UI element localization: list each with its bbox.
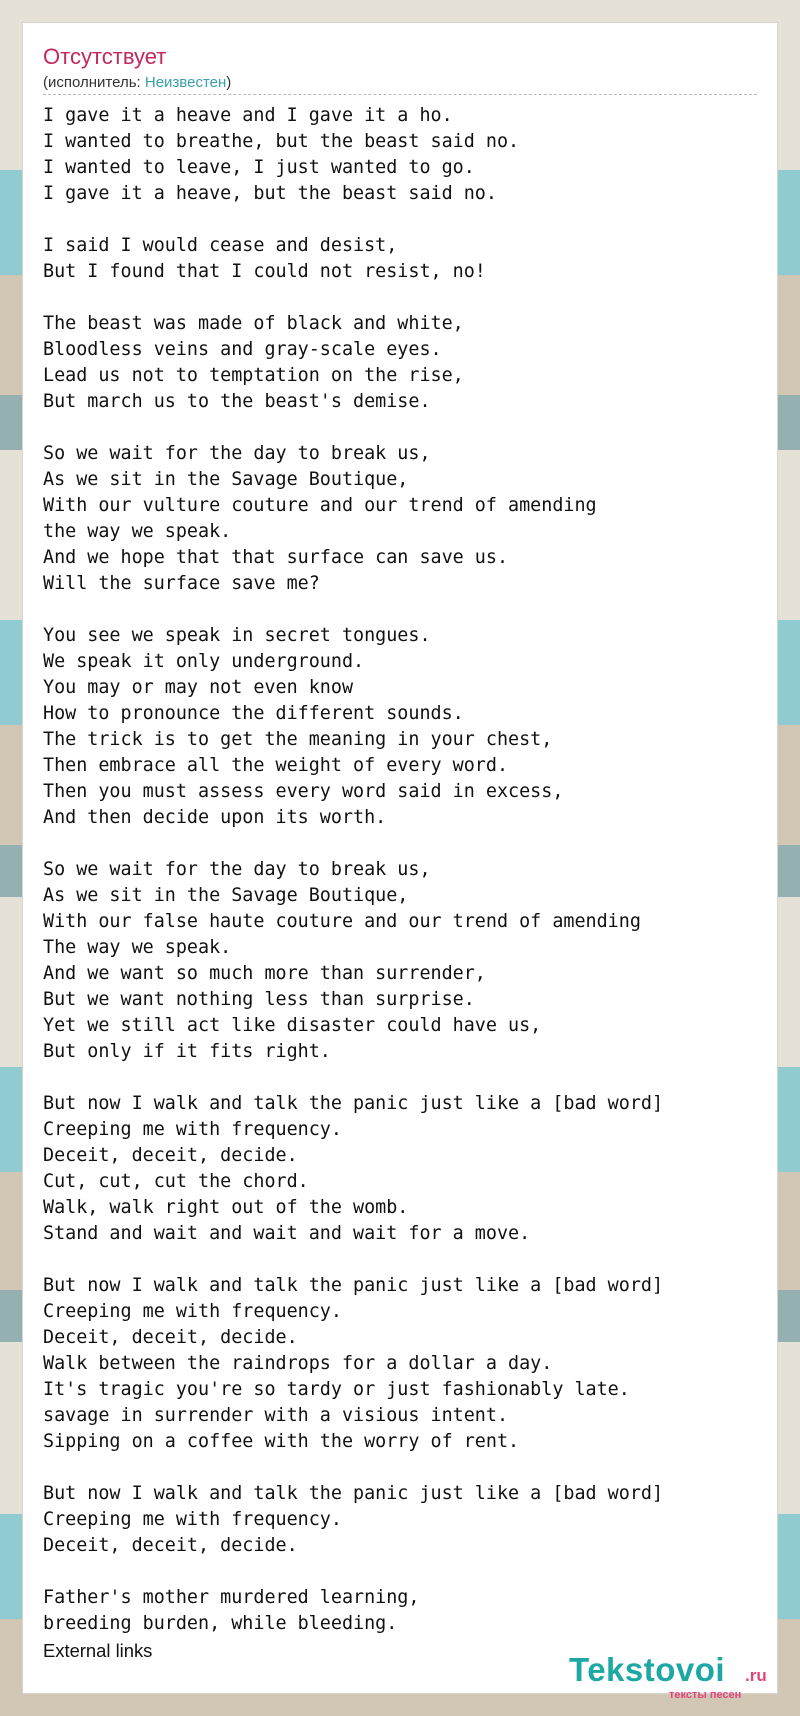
artist-link[interactable]: Неизвестен — [144, 74, 227, 91]
artist-suffix: ) — [226, 74, 232, 91]
lyrics-card — [22, 22, 778, 1701]
site-logo[interactable] — [569, 1651, 779, 1699]
artist-prefix: (исполнитель: — [43, 74, 145, 91]
external-links-heading: External links — [43, 1640, 153, 1661]
song-title: Отсутствует — [43, 44, 167, 69]
logo-wordmark: Tekstovoi — [569, 1651, 726, 1688]
logo-tagline: тексты песен — [669, 1689, 742, 1701]
logo-domain: .ru — [745, 1666, 767, 1685]
artist-line — [43, 74, 231, 91]
title-divider — [43, 94, 757, 95]
lyrics-text: I gave it a heave and I gave it a ho. I wanted to breathe, but the beast said no. I wanted to leave, I just wanted to go. I gave it a heave, but the beast said no. I said I would cease and desist, But I found that I could not resist, no! The beast was made of black and white, Bloodless veins and gray-scale eyes. Lead us not to temptation on the rise, But march us to the beast's demise. So we wait for the day to break us, As we sit in the Savage Boutique, With our vulture couture and our trend of amending the way we speak. And we hope that that surface can save us. Will the surface save me? You see we speak in secret tongues. We speak it only underground. You may or may not even know How to pronounce the different sounds. The trick is to get the meaning in your chest, Then embrace all the weight of every word. Then you must assess every word said in excess, And then decide upon its worth. So we wait for the day to break us, As we sit in the Savage Boutique, With our false haute couture and our trend of amending The way we speak. And we want so much more than surrender, But we want nothing less than surprise. Yet we still act like disaster could have us, But only if it fits right. But now I walk and talk the panic just like a [bad word] Creeping me with frequency. Deceit, deceit, decide. Cut, cut, cut the chord. Walk, walk right out of the womb. Stand and wait and wait and wait for a move. But now I walk and talk the panic just like a [bad word] Creeping me with frequency. Deceit, deceit, decide. Walk between the raindrops for a dollar a day. It's tragic you're so tardy or just fashionably late. savage in surrender with a visious intent. Sipping on a coffee with the worry of rent. But now I walk and talk the panic just like a [bad word] Creeping me with frequency. Deceit, deceit, decide. Father's mother murdered learning, breeding burden, while bleeding. — [43, 105, 664, 1634]
